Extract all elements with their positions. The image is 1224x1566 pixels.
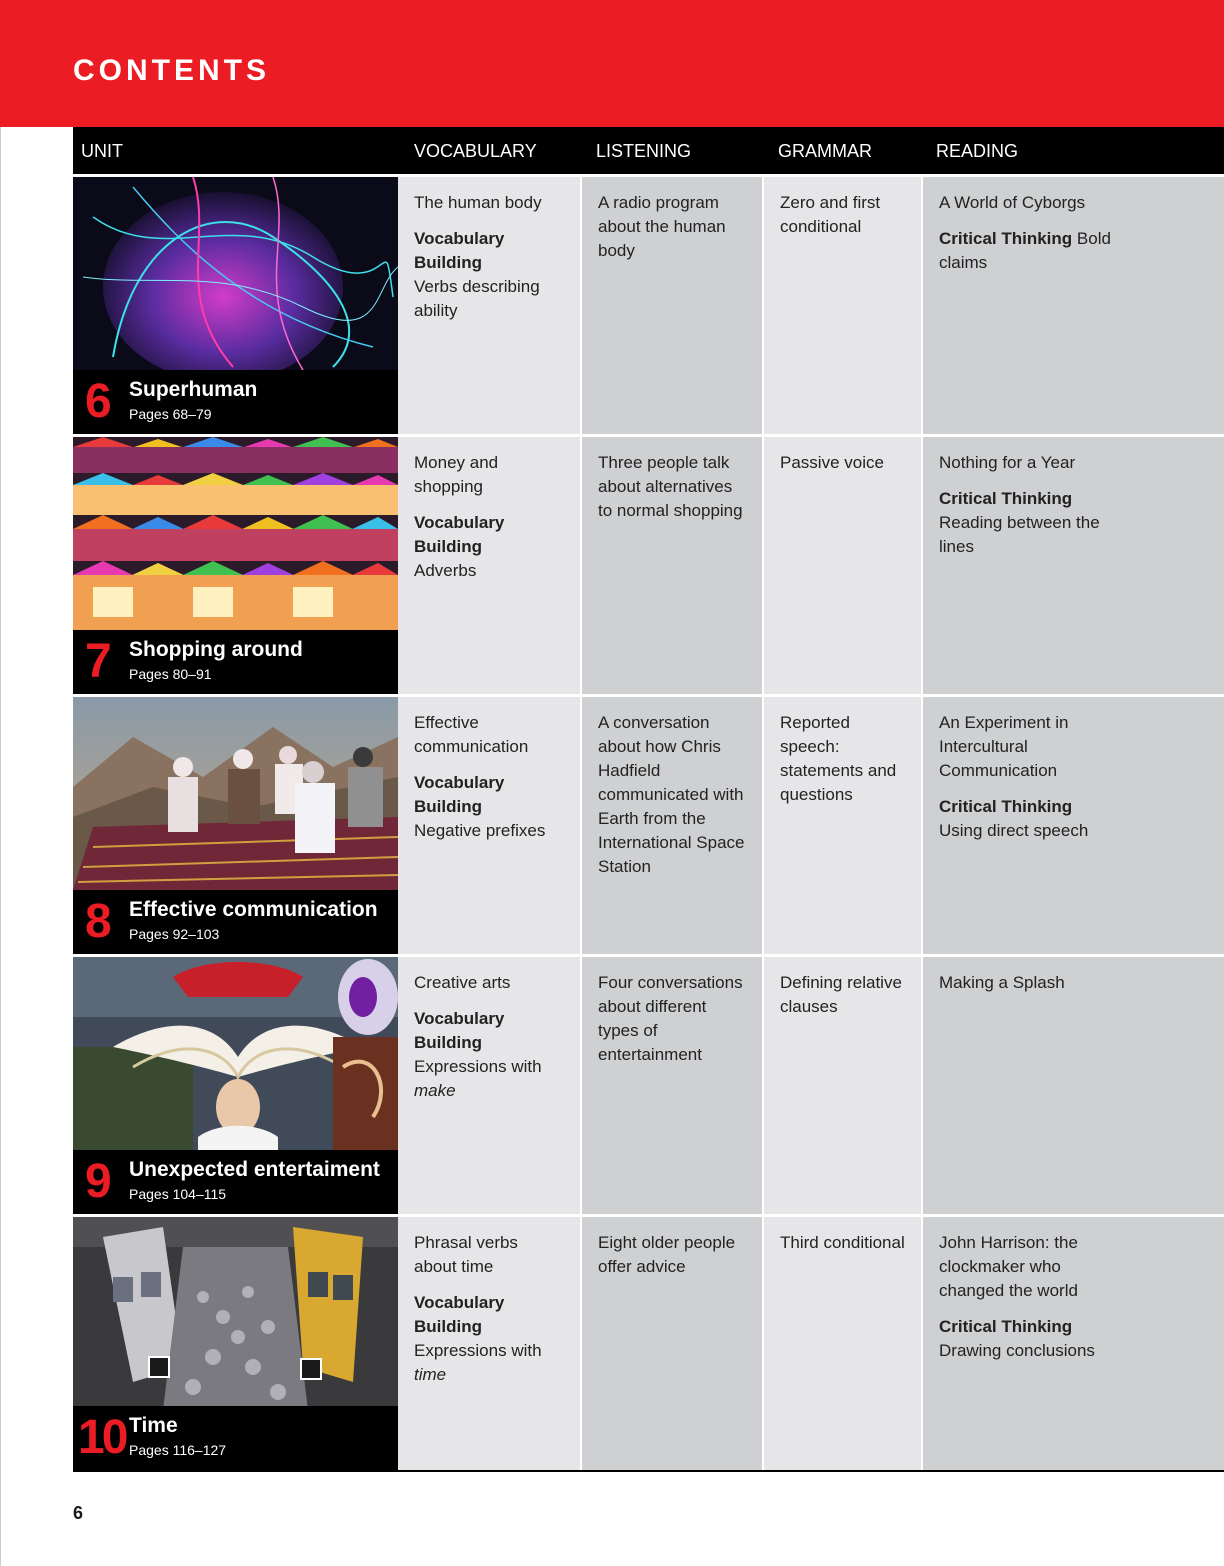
critical-thinking-label: Critical Thinking <box>939 1317 1073 1336</box>
unit-title: Effective communication <box>129 898 378 921</box>
listening-cell: A conversation about how Chris Hadfield communicated with Earth from the International Space Station <box>580 697 762 954</box>
vocab-building-label: Vocabulary Building <box>414 773 505 816</box>
vocabulary-cell <box>398 177 580 434</box>
listening-cell: Three people talk about alternatives to normal shopping <box>580 437 762 694</box>
grammar-cell: Third conditional <box>762 1217 921 1470</box>
table-row <box>73 954 1224 1214</box>
unit-label <box>73 890 398 954</box>
vocabulary-topic: Creative arts <box>414 973 511 992</box>
vocab-building-label: Vocabulary Building <box>414 229 505 272</box>
column-header-vocabulary: VOCABULARY <box>414 141 537 161</box>
vocabulary-cell <box>398 1217 580 1470</box>
critical-thinking: Drawing conclusions <box>939 1341 1095 1360</box>
table-row <box>73 694 1224 954</box>
grammar-cell: Zero and first conditional <box>762 177 921 434</box>
reading-title: A World of Cyborgs <box>939 193 1086 212</box>
unit-number: 6 <box>85 375 112 428</box>
reading-cell <box>921 697 1224 954</box>
unit-pages: Pages 68–79 <box>129 406 212 422</box>
unit-title: Shopping around <box>129 638 303 661</box>
table-row <box>73 434 1224 694</box>
unit-label <box>73 1406 398 1470</box>
vocabulary-topic: Phrasal verbs about time <box>414 1233 518 1276</box>
unit-title: Time <box>129 1414 178 1437</box>
column-header-reading: READING <box>936 141 1019 161</box>
critical-thinking: Critical Thinking Bold claims <box>939 229 1111 272</box>
vocab-building-topic: Verbs describing ability <box>414 277 540 320</box>
vocab-building-topic: Adverbs <box>414 561 477 580</box>
train-station-crowd-photo <box>73 1217 398 1410</box>
reading-title: Nothing for a Year <box>939 453 1076 472</box>
unit-title: Unexpected entertaiment <box>129 1158 380 1181</box>
critical-thinking: Using direct speech <box>939 821 1089 840</box>
reading-title: John Harrison: the clockmaker who changed the world <box>939 1233 1078 1300</box>
unit-cell[interactable] <box>73 177 398 434</box>
unit-title: Superhuman <box>129 378 258 401</box>
reading-title: Making a Splash <box>939 973 1065 992</box>
vocab-building-label: Vocabulary Building <box>414 513 505 556</box>
critical-thinking-label: Critical Thinking <box>939 489 1073 508</box>
reading-cell <box>921 177 1224 434</box>
unit-number: 9 <box>85 1155 112 1208</box>
unit-cell[interactable] <box>73 957 398 1214</box>
page-title: CONTENTS <box>73 54 270 87</box>
grammar-cell: Passive voice <box>762 437 921 694</box>
listening-cell: Eight older people offer advice <box>580 1217 762 1470</box>
unit-label <box>73 630 398 694</box>
reading-cell <box>921 1217 1224 1470</box>
grammar-cell: Defining relative clauses <box>762 957 921 1214</box>
table-row <box>73 1214 1224 1472</box>
unit-pages: Pages 104–115 <box>129 1186 227 1202</box>
page-number: 6 <box>73 1503 84 1523</box>
reading-cell <box>921 437 1224 694</box>
grammar-cell: Reported speech: statements and questions <box>762 697 921 954</box>
vocab-building-topic: Expressions with make <box>414 1057 542 1100</box>
unit-pages: Pages 80–91 <box>129 666 212 682</box>
contents-table <box>73 127 1224 1472</box>
page-edge-rule <box>0 127 1 1566</box>
market-stalls-photo <box>73 437 398 630</box>
unit-pages: Pages 92–103 <box>129 926 220 942</box>
header-banner <box>0 0 1224 127</box>
column-header-grammar: GRAMMAR <box>778 141 872 161</box>
vocabulary-cell <box>398 697 580 954</box>
vocabulary-cell <box>398 957 580 1214</box>
column-header-unit: UNIT <box>81 141 123 161</box>
critical-thinking-label: Critical Thinking <box>939 797 1073 816</box>
table-header <box>73 127 1224 174</box>
festival-costume-photo <box>73 957 398 1150</box>
column-header-listening: LISTENING <box>596 141 692 161</box>
listening-cell: A radio program about the human body <box>580 177 762 434</box>
vocab-building-topic: Expressions with time <box>414 1341 542 1384</box>
vocab-building-label: Vocabulary Building <box>414 1009 505 1052</box>
unit-cell[interactable] <box>73 437 398 694</box>
unit-label <box>73 370 398 434</box>
unit-cell[interactable] <box>73 1217 398 1470</box>
vocab-building-topic: Negative prefixes <box>414 821 546 840</box>
vocabulary-topic: Effective communication <box>414 713 529 756</box>
unit-number: 7 <box>85 635 112 688</box>
unit-label <box>73 1150 398 1214</box>
men-sitting-on-rug-photo <box>73 697 398 890</box>
vocabulary-cell <box>398 437 580 694</box>
vocabulary-topic: Money and shopping <box>414 453 499 496</box>
human-body-scan-photo <box>73 177 398 370</box>
vocab-building-label: Vocabulary Building <box>414 1293 505 1336</box>
reading-cell <box>921 957 1224 1214</box>
listening-cell: Four conversations about different types of entertainment <box>580 957 762 1214</box>
unit-cell[interactable] <box>73 697 398 954</box>
unit-pages: Pages 116–127 <box>129 1442 227 1458</box>
unit-number: 10 <box>78 1411 126 1464</box>
table-row <box>73 174 1224 434</box>
reading-title: An Experiment in Intercultural Communication <box>939 713 1069 780</box>
critical-thinking: Reading between the lines <box>939 513 1100 556</box>
unit-number: 8 <box>85 895 112 948</box>
vocabulary-topic: The human body <box>414 193 542 212</box>
